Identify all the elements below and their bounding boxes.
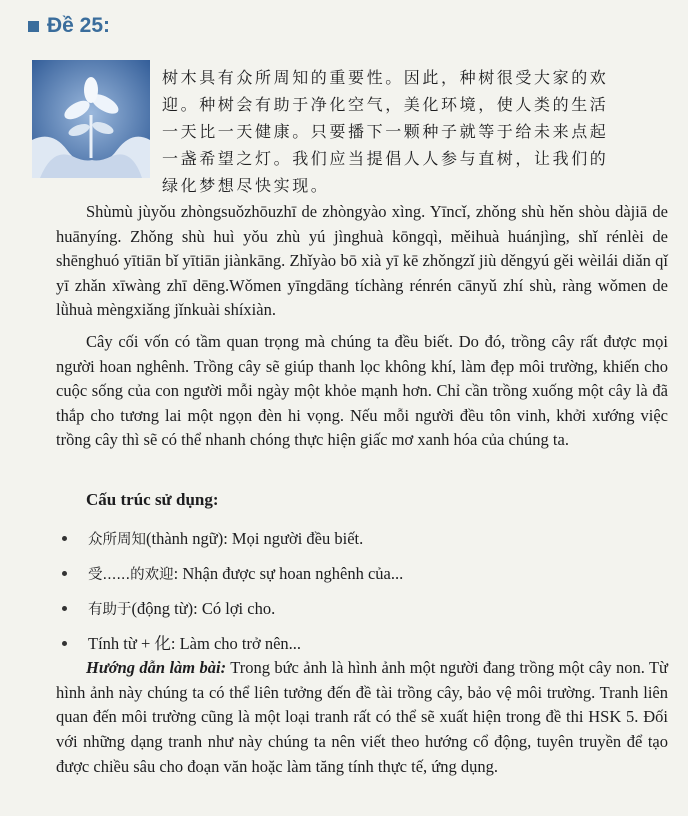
bullet-icon bbox=[62, 641, 67, 646]
guide-paragraph bbox=[56, 656, 668, 780]
chinese-line: 绿化梦想尽快实现。 bbox=[162, 176, 330, 195]
pinyin-paragraph: Shùmù jùyǒu zhòngsuǒzhōuzhī de zhòngyào xìng. Yīncǐ, zhǒng shù hěn shòu dàjiā de huānyíng. Zhǒng shù huì yǒu zhù yú jìnghuà kōngqì, měihuà huánjìng, shǐ rénlèi de shēnghuó yītiān bǐ yītiān jiànkāng. Zhǐyào bō xià yī kē zhǒngzǐ jiù děngyú gěi wèilái diǎn qǐ yī zhǎn xīwàng zhī dēng.Wǒmen yīngdāng tíchàng rénrén cānyǔ zhí shù, ràng wǒmen de lǜhuà mèngxiǎng jǐnkuài shíxiàn. bbox=[56, 202, 668, 319]
structure-meaning: (động từ): Có lợi cho. bbox=[131, 599, 276, 618]
chinese-line: 一天比一天健康。只要播下一颗种子就等于给未来点起 bbox=[162, 122, 609, 141]
bullet-icon bbox=[62, 606, 67, 611]
chinese-paragraph bbox=[162, 64, 672, 199]
list-item bbox=[56, 522, 656, 557]
structures-list bbox=[56, 522, 656, 660]
guide-label: Hướng dẫn làm bài: bbox=[86, 658, 227, 677]
guide-text: Trong bức ảnh là hình ảnh một người đang trồng một cây non. Từ hình ảnh này chúng ta có thể liên tưởng đến đề tài trồng cây, bảo vệ môi trường. Tranh liên quan đến môi trường cũng là một loại tranh rất có thể sẽ xuất hiện trong đề thi HSK 5. Đối với những dạng tranh như này chúng ta nên viết theo hướng cổ động, tuyên truyền để tạo được chiều sâu cho đoạn văn hoặc làm tăng tính thực tế, ứng dụng. bbox=[56, 658, 668, 776]
exercise-header bbox=[28, 14, 110, 38]
structure-meaning: (thành ngữ): Mọi người đều biết. bbox=[146, 529, 364, 548]
structure-phrase: 众所周知 bbox=[88, 532, 146, 548]
hands-holding-plant-icon bbox=[32, 60, 150, 178]
chinese-line: 一盏希望之灯。我们应当提倡人人参与直树，让我们的 bbox=[162, 149, 609, 168]
exercise-title: Đề 25: bbox=[47, 14, 111, 37]
structure-meaning: : Làm cho trở nên... bbox=[170, 634, 302, 653]
structure-meaning: : Nhận được sự hoan nghênh của... bbox=[173, 564, 404, 583]
photo-illustration bbox=[32, 60, 150, 178]
bullet-icon bbox=[62, 536, 67, 541]
structure-phrase: Tính từ + 化 bbox=[88, 634, 171, 653]
structure-phrase: 受......的欢迎 bbox=[88, 567, 174, 583]
list-item bbox=[56, 592, 656, 627]
chinese-line: 树木具有众所周知的重要性。因此，种树很受大家的欢 bbox=[162, 68, 609, 87]
vietnamese-translation-paragraph: Cây cối vốn có tầm quan trọng mà chúng ta đều biết. Do đó, trồng cây rất được mọi người hoan nghênh. Trồng cây sẽ giúp thanh lọc không khí, làm đẹp môi trường, khiến cho cuộc sống của con người mỗi ngày một khỏe mạnh hơn. Chỉ cần trồng xuống một cây là đã thắp cho tương lai một ngọn đèn hi vọng. Nếu mỗi người đều tôn vinh, khởi xướng việc trồng cây thì sẽ có thể nhanh chóng thực hiện giấc mơ xanh hóa của chúng ta. bbox=[56, 332, 668, 449]
square-bullet-icon bbox=[28, 21, 39, 32]
chinese-line: 迎。种树会有助于净化空气，美化环境，使人类的生活 bbox=[162, 95, 609, 114]
structure-phrase: 有助于 bbox=[88, 602, 132, 618]
list-item bbox=[56, 557, 656, 592]
structures-heading: Cấu trúc sử dụng: bbox=[86, 490, 219, 509]
bullet-icon bbox=[62, 571, 67, 576]
